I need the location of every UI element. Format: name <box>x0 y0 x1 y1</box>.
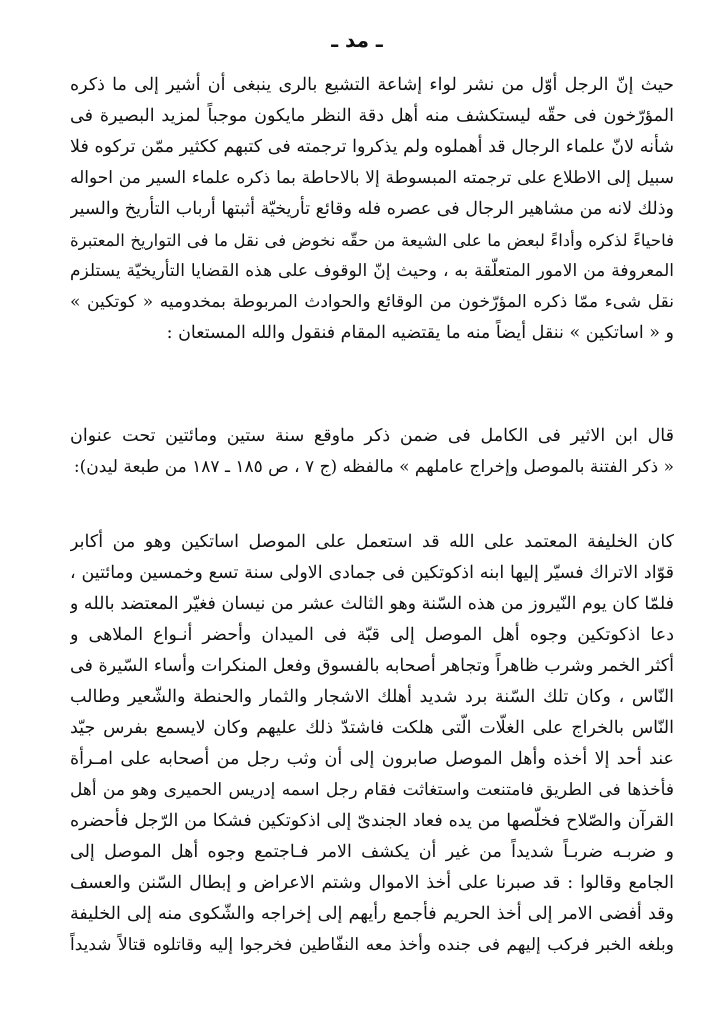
text-line: وذلك لانه من مشاهير الرجال فى عصره فله وقائع تأريخيّة أثبتها أرباب التأريخ والسير <box>70 199 674 219</box>
text-line: حيث إنّ الرجل أوّل من نشر لواء إشاعة التشيع بالرى ينبغى أن أشير إلى ما ذكره <box>70 75 674 95</box>
text-line: عند أحد إلا أخذه وأهل الموصل صابرون إلى أن وثب رجل من أصحابه على امـرأة <box>70 749 674 769</box>
text-line: النّاس ، وكان تلك السّنة برد شديد أهلك الاشجار والثمار والحنطة والشّعير وطالب <box>70 687 674 707</box>
text-line: قوّاد الاتراك فسيّر إليها ابنه اذكوتكين فى جمادى الاولى سنة تسع وخمسين ومائتين ، <box>70 563 674 583</box>
text-line: أكثر الخمر وشرب ظاهراً وتجاهر أصحابه بالفسوق وفعل المنكرات وأساء السّيرة فى <box>70 656 674 676</box>
text-line: فأخذها فى الطريق فامتنعت واستغاثت فقام رجل اسمه إدريس الحميرى وهو من أهل <box>70 780 674 800</box>
paragraph-quotation <box>70 527 674 961</box>
text-line: فلمّا كان يوم النّيروز من هذه السّنة وهو الثالث عشر من نيسان فغيّر المعتضد بالله و <box>70 594 674 614</box>
text-line: و ضربـه ضربـاً شديداً من غير أن يكشف الامر فـاجتمع وجوه أهل الموصل إلى <box>70 842 674 862</box>
text-line: دعا اذكوتكين وجوه أهل الموصل إلى قبّة فى الميدان وأحضر أنـواع الملاهى و <box>70 625 674 645</box>
text-line: « ذكر الفتنة بالموصل وإخراج عاملهم » مالفظه (ج ٧ ، ص ١٨٥ ـ ١٨٧ من طبعة ليدن): <box>73 457 674 477</box>
text-line: فاحياءً لذكره وأداءً لبعض ما على الشيعة من حقّه نخوض فى نقل ما فى التواريخ المعتبرة <box>70 231 674 250</box>
paragraph-intro <box>70 70 674 349</box>
text-line: القرآن والصّلاح فخلّصها من يده فعاد الجندىّ إلى اذكوتكين فشكا من الرّجل فأحضره <box>70 811 674 831</box>
text-line: وبلغه الخبر فركب إليهم فى جنده وأخذ معه النفّاطين فخرجوا إليه وقاتلوه قتالاً شديداً <box>70 935 674 955</box>
text-line: المؤرّخون فى حقّه ليستكشف منه أهل دقة النظر مايكون موجباً لمزيد البصيرة فى <box>70 106 674 126</box>
text-line: وقد أفضى الامر إلى أخذ الحريم فأجمع رأيهم إلى إخراجه والشّكوى منه إلى الخليفة <box>70 904 674 924</box>
text-line: سبيل إلى الاطلاع على ترجمته المبسوطة إلا بالاحاطة بما ذكره علماء السير من احواله <box>70 168 674 188</box>
text-line: كان الخليفة المعتمد على الله قد استعمل على الموصل اساتكين وهو من أكابر <box>70 532 674 552</box>
paragraph-citation <box>70 421 674 483</box>
text-line: قال ابن الاثير فى الكامل فى ضمن ذكر ماوقع سنة ستين ومائتين تحت عنوان <box>70 426 674 446</box>
text-line: نقل شىء ممّا ذكره المؤرّخون من الوقائع والحوادث المربوطة بمخدوميه « كوتكين » <box>70 292 674 312</box>
page-number-marker: ـ مد ـ <box>331 28 383 52</box>
text-line: و « اساتكين » ننقل أيضاً منه ما يقتضيه المقام فنقول والله المستعان : <box>166 323 674 343</box>
text-line: الجامع وقالوا : قد صبرنا على أخذ الاموال وشتم الاعراض و إبطال السّنن والعسف <box>70 873 674 893</box>
text-line: شأنه لانّ علماء الرجال قد أهملوه ولم يذكروا ترجمته فى كتبهم ككثير ممّن تركوه فلا <box>70 137 674 157</box>
text-line: النّاس بالخراج على الغلّات الّتى هلكت فاشتدّ ذلك عليهم وكان لايسمع بفرس جيّد <box>70 718 674 738</box>
text-line: المعروفة من الامور المتعلّقة به ، وحيث إنّ الوقوف على هذه القضايا التأريخيّة يستلزم <box>70 261 674 281</box>
